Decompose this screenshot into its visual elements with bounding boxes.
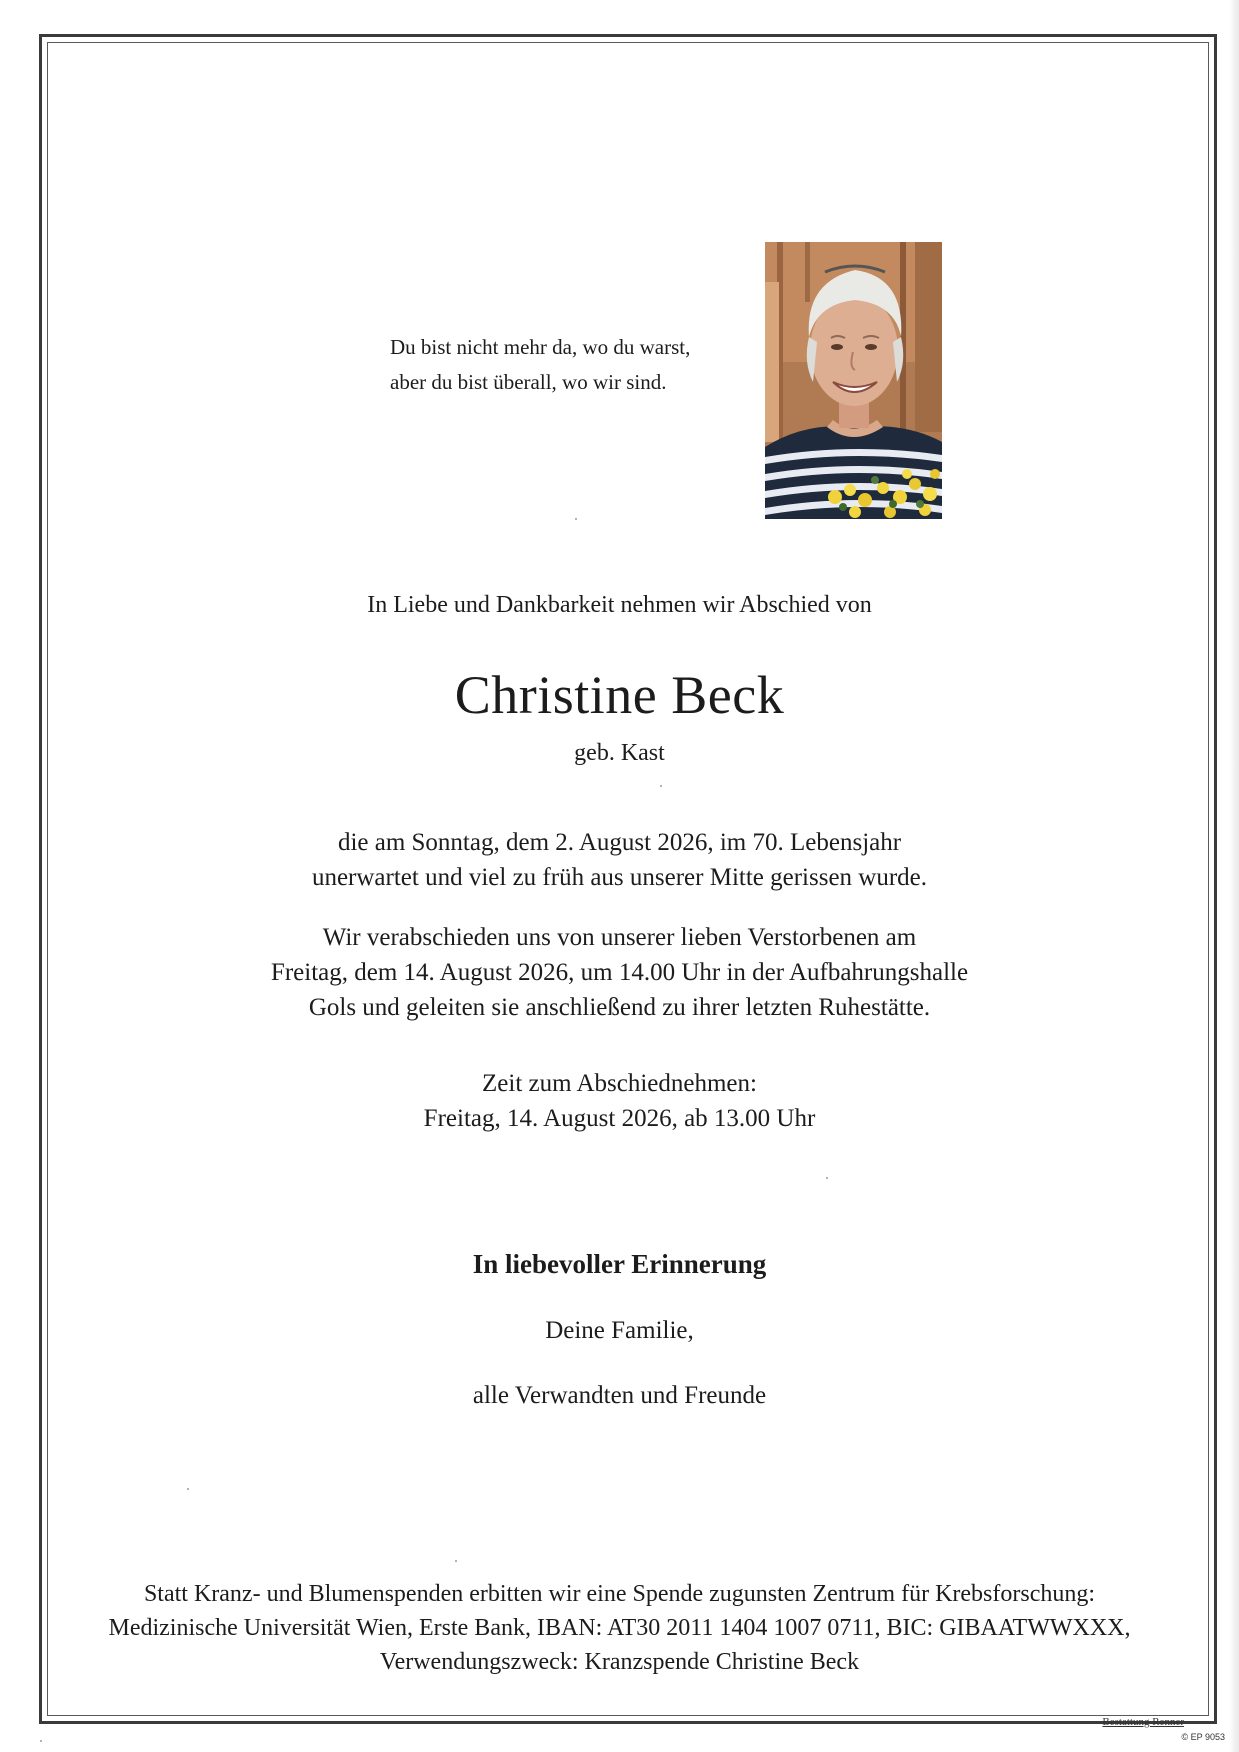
- scan-speck: [455, 1560, 457, 1562]
- viewing-time: [0, 1066, 1239, 1136]
- donation-notice: [0, 1577, 1239, 1679]
- funeral-home-name: Bestattung Renner: [1102, 1716, 1184, 1728]
- farewell-intro: In Liebe und Dankbarkeit nehmen wir Abschied von: [367, 592, 872, 618]
- funeral-details: [0, 920, 1239, 1025]
- funeral-line-2: Freitag, dem 14. August 2026, um 14.00 Uhr in der Aufbahrungshalle: [270, 959, 969, 986]
- quote-line-1: Du bist nicht mehr da, wo du warst,: [390, 335, 691, 359]
- death-notice-line-1: die am Sonntag, dem 2. August 2026, im 70. Lebensjahr: [337, 829, 902, 856]
- print-code: © EP 9053: [1181, 1732, 1225, 1742]
- donation-line-2: Medizinische Universität Wien, Erste Bank, IBAN: AT30 2011 1404 1007 0711, BIC: GIBAATWWXXX,: [108, 1615, 1131, 1641]
- funeral-line-3: Gols und geleiten sie anschließend zu ihrer letzten Ruhestätte.: [308, 994, 931, 1021]
- scan-speck: [40, 1740, 42, 1742]
- family-signature: Deine Familie,: [545, 1317, 694, 1344]
- scan-speck: [660, 785, 662, 787]
- memorial-quote: [390, 330, 690, 400]
- scan-speck: [187, 1488, 189, 1490]
- deceased-name: Christine Beck: [454, 665, 785, 725]
- funeral-line-1: Wir verabschieden uns von unserer lieben Verstorbenen am: [322, 924, 917, 951]
- viewing-line-2: Freitag, 14. August 2026, ab 13.00 Uhr: [423, 1105, 816, 1132]
- viewing-line-1: Zeit zum Abschiednehmen:: [482, 1070, 757, 1097]
- death-notice-line-2: unerwartet und viel zu früh aus unserer Mitte gerissen wurde.: [311, 864, 928, 891]
- donation-line-3: Verwendungszweck: Kranzspende Christine Beck: [379, 1649, 860, 1675]
- remembrance-heading: In liebevoller Erinnerung: [472, 1249, 767, 1279]
- death-notice: [0, 825, 1239, 895]
- quote-line-2: aber du bist überall, wo wir sind.: [390, 370, 667, 394]
- scan-speck: [575, 518, 577, 520]
- donation-line-1: Statt Kranz- und Blumenspenden erbitten wir eine Spende zugunsten Zentrum für Krebsforschung:: [143, 1581, 1096, 1607]
- relatives-signature: alle Verwandten und Freunde: [472, 1382, 767, 1409]
- scan-speck: [826, 1177, 828, 1179]
- birth-name: geb. Kast: [574, 740, 665, 766]
- portrait-photo: [765, 242, 942, 519]
